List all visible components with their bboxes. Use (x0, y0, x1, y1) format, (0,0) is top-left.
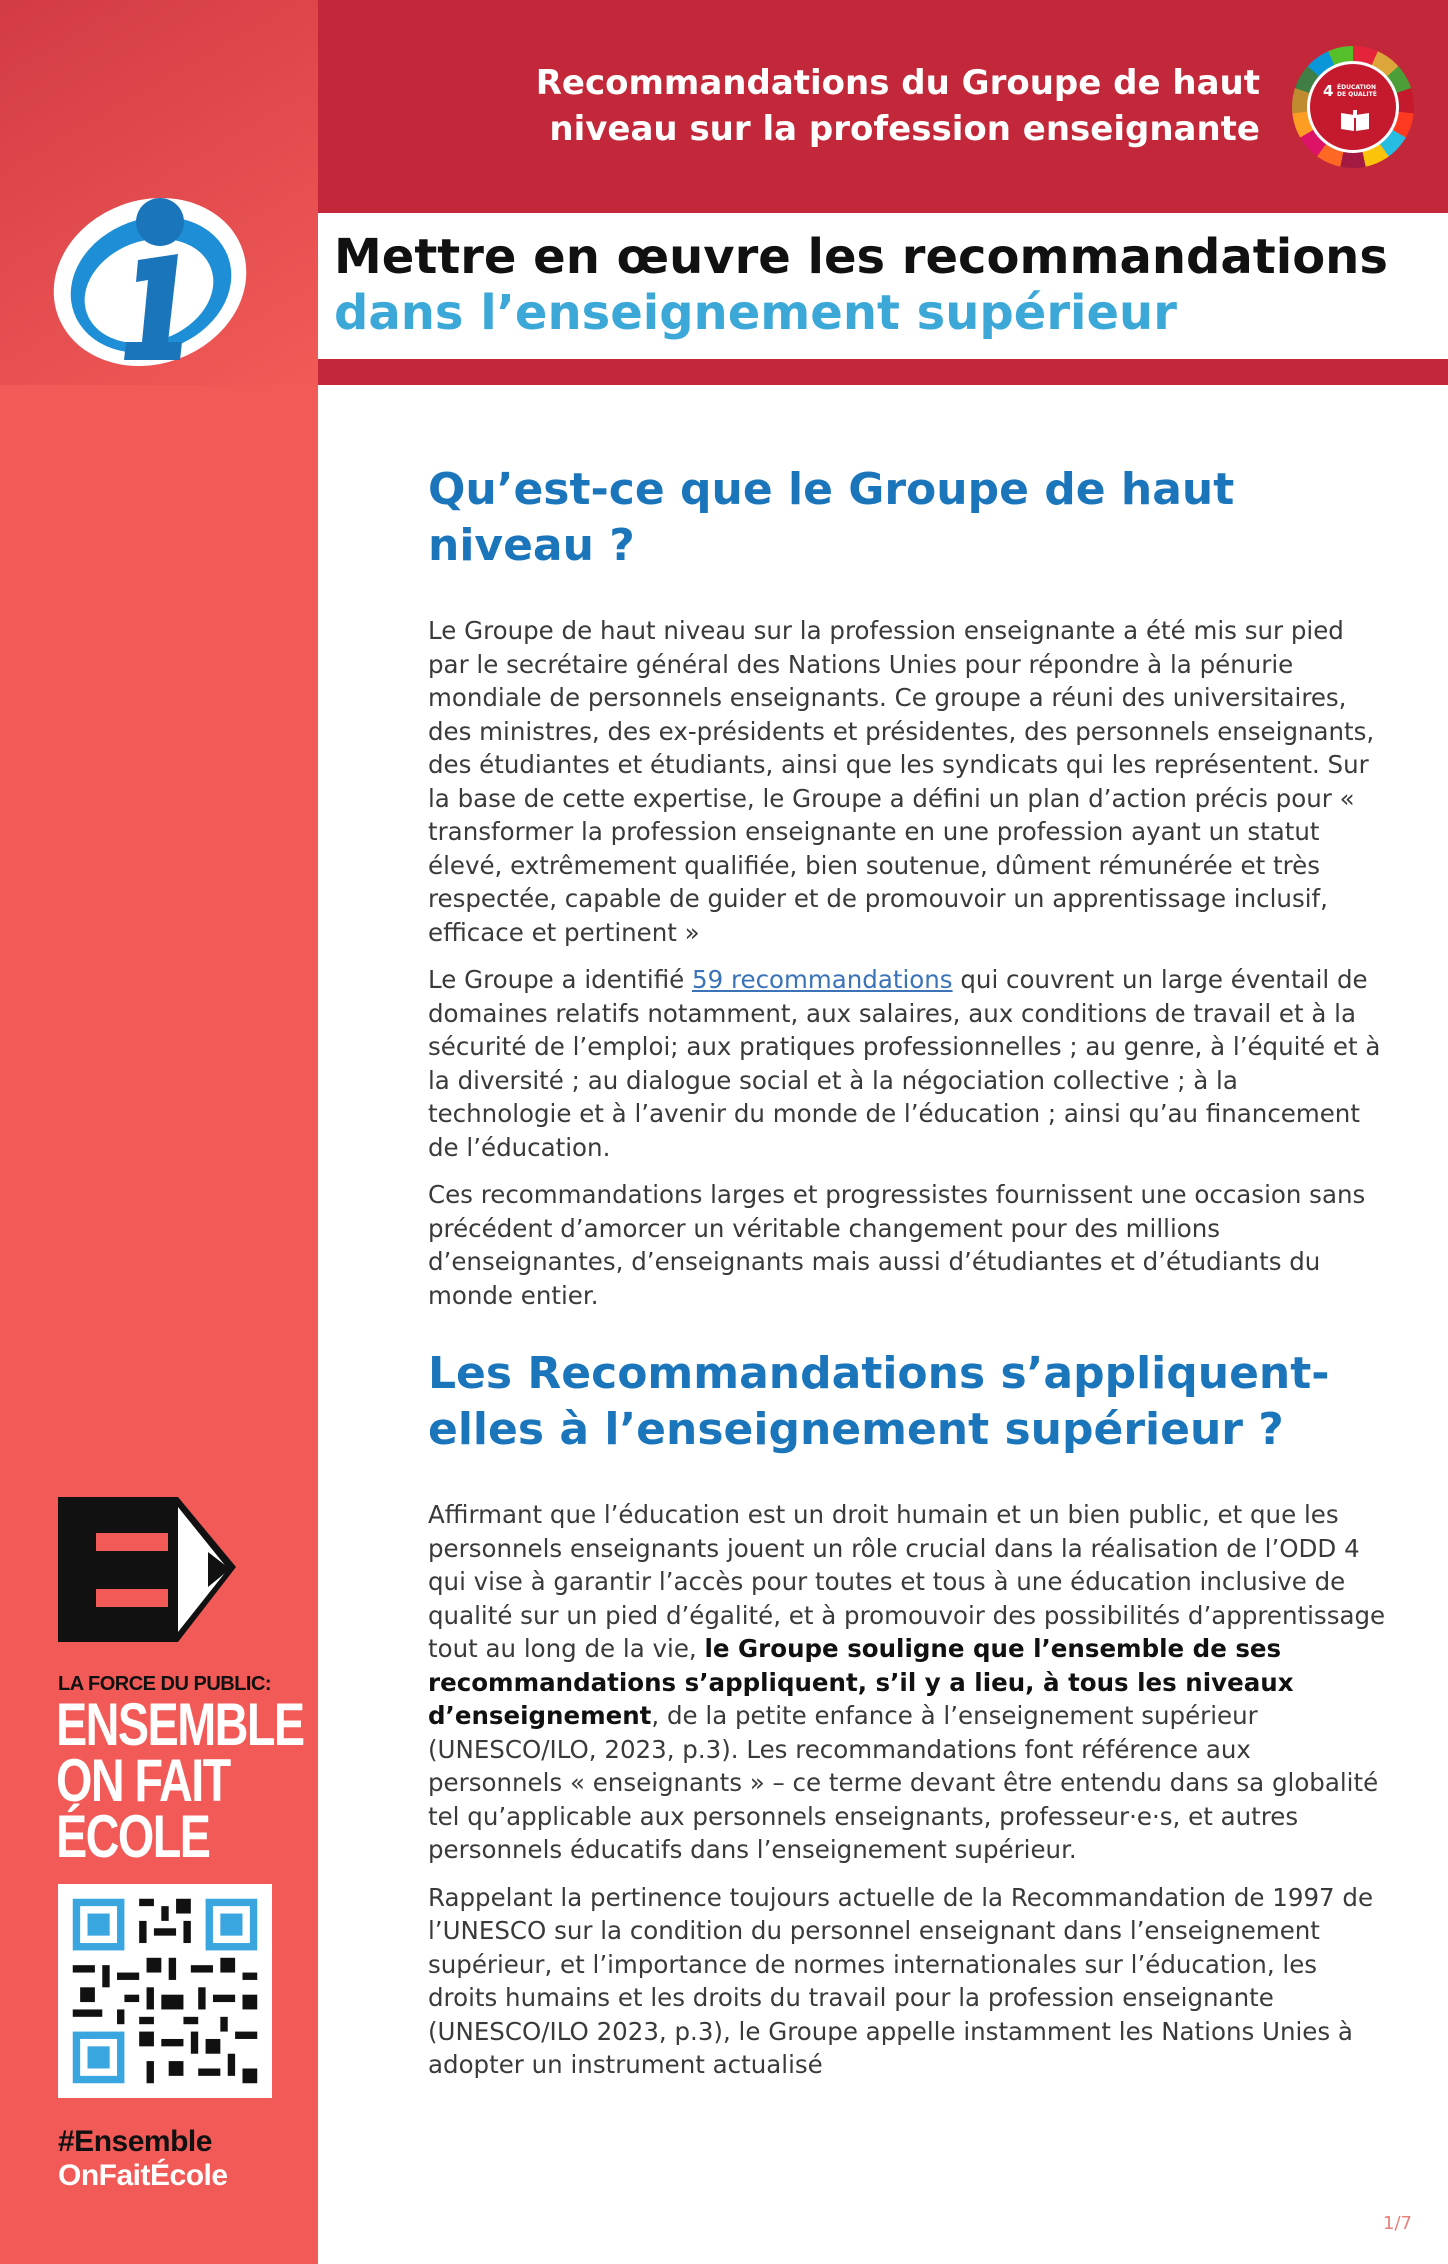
tagline: ENSEMBLE ON FAIT ÉCOLE (56, 1691, 304, 1870)
pencil-e-logo-icon (58, 1497, 238, 1647)
section-1-paragraph-2: Le Groupe a identifié 59 recommandations qui couvrent un large éventail de domaines relatifs notamment, aux salaires, aux conditions de travail et à la sécurité de l’emploi; aux pratiques professionnelles ; au genre, à l’équité et à la diversité ; au dialogue social et à la négociation collective ; à la technologie et à l’avenir du monde de l’éducation ; ainsi qu’au financement de l’éducation. (428, 965, 1381, 1162)
section-1-paragraph-3: Ces recommandations larges et progressistes fournissent une occasion sans précédent d’amorcer un véritable changement pour des millions d’enseignantes, d’enseignants mais aussi d’étudiantes et d’étudiants du monde entier. (428, 1180, 1366, 1310)
sdg-4-badge (1307, 61, 1399, 153)
page-subtitle: dans l’enseignement supérieur (334, 285, 1177, 341)
book-icon (1340, 110, 1370, 132)
qr-pattern (58, 1884, 272, 2098)
section-2-paragraph-2: Rappelant la pertinence toujours actuelle de la Recommandation de 1997 de l’UNESCO sur la condition du personnel enseignant dans l’enseignement supérieur, et l’importance de normes internationales sur l’éducation, les droits humains et les droits du travail pour la profession enseignante (UNESCO/ILO 2023, p.3), le Groupe appelle instamment les Nations Unies à adopter un instrument actualisé (428, 1882, 1374, 2079)
title-box (318, 213, 1448, 359)
recommendations-link[interactable]: 59 recommandations (692, 965, 953, 994)
ei-logo-icon (50, 182, 260, 382)
hashtag: #Ensemble OnFaitÉcole (58, 2125, 228, 2192)
section-1-heading: Qu’est-ce que le Groupe de haut niveau ? (428, 464, 1235, 571)
tagline-small: LA FORCE DU PUBLIC: (58, 1673, 272, 1695)
page-number: 1/7 (1383, 2213, 1412, 2234)
sdg-4-icon (1292, 46, 1414, 168)
sdg-number: 4 (1323, 82, 1334, 100)
section-2-paragraph-1: Affirmant que l’éducation est un droit humain et un bien public, et que les personnels enseignants jouent un rôle crucial dans la réalisation de l’ODD 4 qui vise à garantir l’accès pour toutes et tous à une éducation inclusive de qualité sur un pied d’égalité, et à promouvoir des possibilités d’apprentissage tout au long de la vie, le Groupe souligne que l’ensemble de ses recommandations s’appliquent, s’il y a lieu, à tous les niveaux d’enseignement, de la petite enfance à l’enseignement supérieur (UNESCO/ILO, 2023, p.3). Les recommandations font référence aux personnels « enseignants » – ce terme devant être entendu dans sa globalité tel qu’applicable aux personnels enseignants, professeur·e·s, et autres personnels éducatifs dans l’enseignement supérieur. (428, 1500, 1386, 1864)
sdg-label: ÉDUCATION DE QUALITÉ (1337, 84, 1377, 98)
qr-code-icon[interactable] (58, 1884, 272, 2098)
page-title: Mettre en œuvre les recommandations (334, 229, 1388, 285)
section-2-heading: Les Recommandations s’appliquent-elles à l’enseignement supérieur ? (428, 1348, 1330, 1455)
header-line-2: niveau sur la profession enseignante (549, 109, 1260, 149)
main-content (428, 462, 1388, 2096)
header-line-1: Recommandations du Groupe de haut (535, 63, 1260, 103)
section-1-paragraph-1: Le Groupe de haut niveau sur la profession enseignante a été mis sur pied par le secrétaire général des Nations Unies pour répondre à la pénurie mondiale de personnels enseignants. Ce groupe a réuni des universitaires, des ministres, des ex-présidents et présidentes, des personnels enseignants, des étudiantes et étudiants, ainsi que les syndicats qui les représentent. Sur la base de cette expertise, le Groupe a défini un plan d’action précis pour « transformer la profession enseignante en une profession ayant un statut élevé, extrêmement qualifiée, bien soutenue, dûment rémunérée et très respectée, capable de guider et de promouvoir un apprentissage inclusif, efficace et pertinent » (428, 616, 1375, 947)
header-title (536, 60, 1260, 152)
